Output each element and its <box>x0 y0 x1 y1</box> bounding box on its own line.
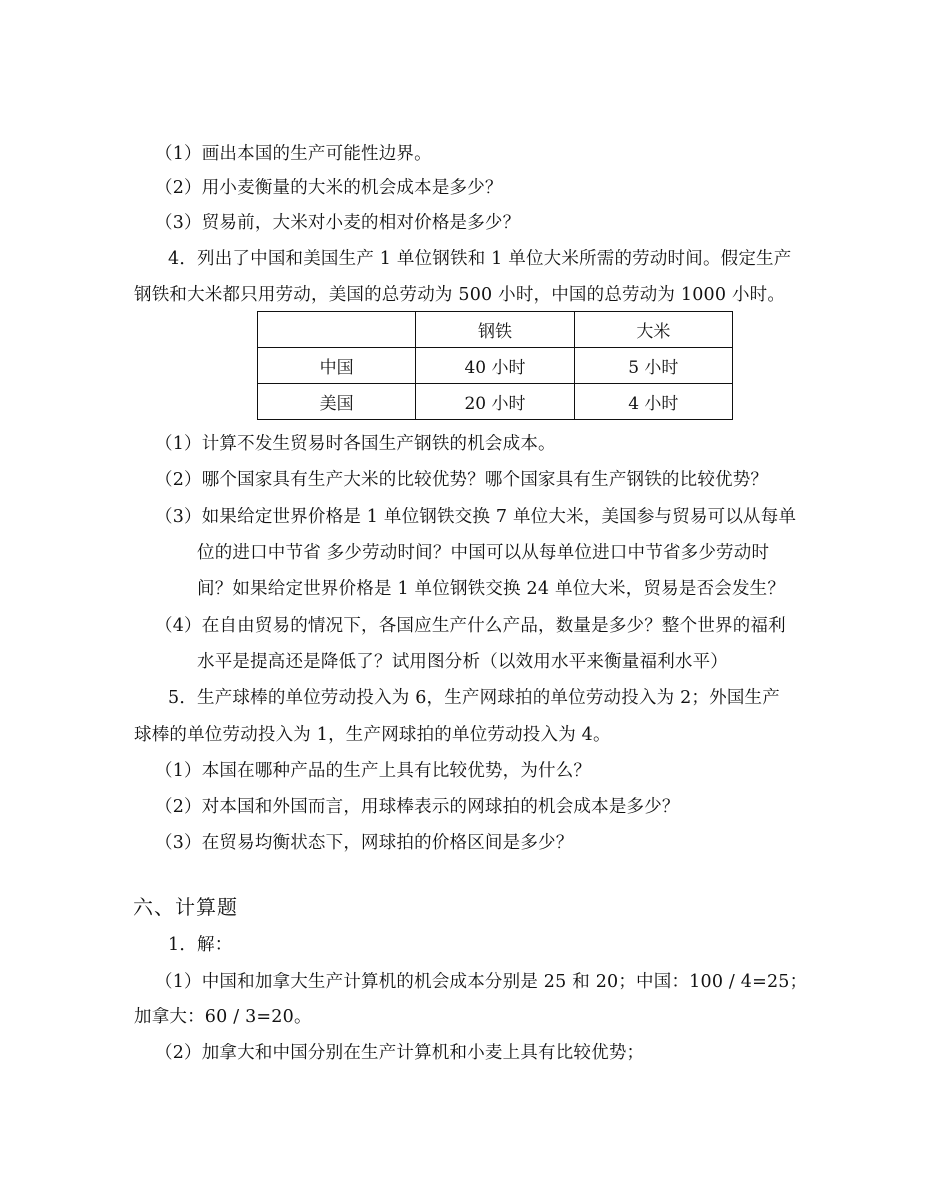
table-cell: 5 小时 <box>574 348 732 384</box>
question-5-part-1: （1）本国在哪种产品的生产上具有比较优势，为什么？ <box>155 761 592 781</box>
question-4-part-4-line-2: 水平是提高还是降低了？试用图分析（以效用水平来衡量福利水平） <box>197 652 728 672</box>
answer-1-part-2: （2）加拿大和中国分别在生产计算机和小麦上具有比较优势； <box>155 1043 645 1063</box>
table-cell: 20 小时 <box>416 384 574 420</box>
question-4-part-2: （2）哪个国家具有生产大米的比较优势？哪个国家具有生产钢铁的比较优势？ <box>155 470 769 490</box>
section-6-heading: 六、计算题 <box>133 895 238 919</box>
question-4-intro-line-2: 钢铁和大米都只用劳动，美国的总劳动为 500 小时，中国的总劳动为 1000 小时。 <box>134 285 786 305</box>
table-cell: 中国 <box>258 348 416 384</box>
table-cell: 美国 <box>258 384 416 420</box>
question-4-intro-line-1: 4．列出了中国和美国生产 1 单位钢铁和 1 单位大米所需的劳动时间。假定生产 <box>168 249 792 269</box>
question-5-intro-line-1: 5．生产球棒的单位劳动投入为 6，生产网球拍的单位劳动投入为 2；外国生产 <box>168 688 780 708</box>
question-4-part-3-line-1: （3）如果给定世界价格是 1 单位钢铁交换 7 单位大米，美国参与贸易可以从每单 <box>155 507 797 527</box>
question-5-part-3: （3）在贸易均衡状态下，网球拍的价格区间是多少？ <box>155 833 574 853</box>
table-header-row <box>258 312 733 348</box>
table-row <box>258 384 733 420</box>
labor-time-table <box>257 311 733 420</box>
answer-1-part-1-line-1: （1）中国和加拿大生产计算机的机会成本分别是 25 和 20；中国：100 / 4=25； <box>155 972 808 992</box>
question-4-part-3-line-2: 位的进口中节省 多少劳动时间？中国可以从每单位进口中节省多少劳动时 <box>197 543 770 563</box>
answer-1-part-1-line-2: 加拿大：60 / 3=20。 <box>134 1007 312 1027</box>
question-4-part-3-line-3: 间？如果给定世界价格是 1 单位钢铁交换 24 单位大米，贸易是否会发生？ <box>197 579 786 599</box>
question-5-part-2: （2）对本国和外国而言，用球棒表示的网球拍的机会成本是多少？ <box>155 797 680 817</box>
table-header-cell <box>258 312 416 348</box>
question-4-part-4-line-1: （4）在自由贸易的情况下，各国应生产什么产品，数量是多少？整个世界的福利 <box>155 616 786 636</box>
table-header-cell: 大米 <box>574 312 732 348</box>
table-header-cell: 钢铁 <box>416 312 574 348</box>
question-3-part-1: （1）画出本国的生产可能性边界。 <box>155 144 432 164</box>
table-cell: 4 小时 <box>574 384 732 420</box>
table-cell: 40 小时 <box>416 348 574 384</box>
answer-1-label: 1．解： <box>168 935 233 955</box>
question-4-part-1: （1）计算不发生贸易时各国生产钢铁的机会成本。 <box>155 434 556 454</box>
question-3-part-3: （3）贸易前，大米对小麦的相对价格是多少？ <box>155 213 521 233</box>
question-3-part-2: （2）用小麦衡量的大米的机会成本是多少？ <box>155 178 503 198</box>
table-row <box>258 348 733 384</box>
question-5-intro-line-2: 球棒的单位劳动投入为 1，生产网球拍的单位劳动投入为 4。 <box>134 725 611 745</box>
